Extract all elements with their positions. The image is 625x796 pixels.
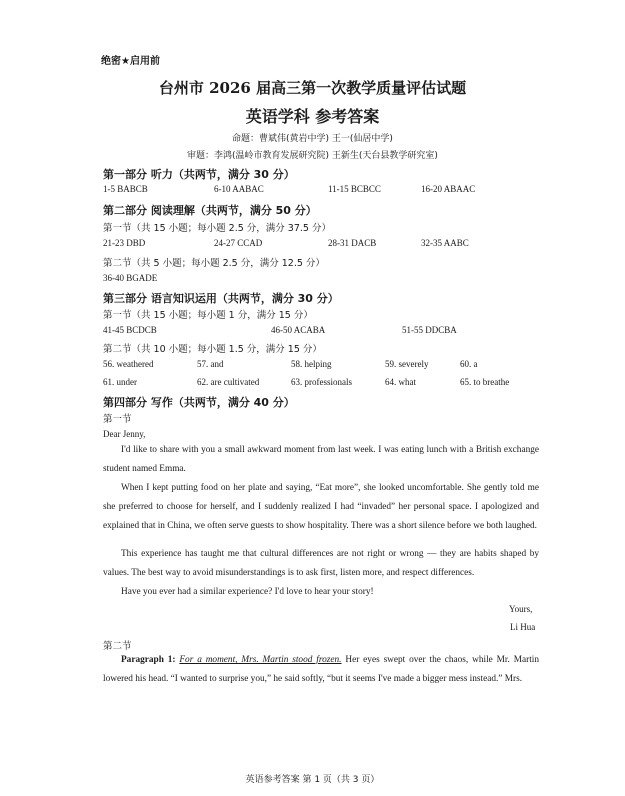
answer-group: 46-50 ACABA (271, 325, 326, 335)
part4-section1-heading: 第一节 (103, 414, 132, 425)
continuation-text: Her eyes swept over the chaos, while Mr. Martin lowered his head. “I wanted to surprise you,” he said softly, “but it seems I've made a bigger mess instead.” Mrs. (103, 655, 540, 685)
part3-heading: 第三部分 语言知识运用（共两节，满分 30 分） (103, 292, 339, 305)
part1-heading: 第一部分 听力（共两节，满分 30 分） (103, 168, 295, 181)
proposition-credit: 命题：曹斌伟(黄岩中学) 王一(仙居中学) (232, 134, 393, 144)
exam-title: 台州市 2026 届高三第一次教学质量评估试题 (158, 79, 467, 97)
letter-closing: Yours, (509, 604, 533, 614)
answer-group: 51-55 DDCBA (402, 325, 457, 335)
answer-group: 32-35 AABC (421, 238, 469, 248)
part4-heading: 第四部分 写作（共两节，满分 40 分） (103, 396, 295, 409)
answer-group: 28-31 DACB (328, 238, 377, 248)
answer-group: 6-10 AABAC (214, 184, 264, 194)
given-sentence: For a moment, Mrs. Martin stood frozen. (179, 655, 342, 665)
answer-group: 1-5 BABCB (103, 184, 148, 194)
part3-section2-heading: 第二节（共 10 小题；每小题 1.5 分，满分 15 分） (103, 344, 322, 355)
page-footer: 英语参考答案 第 1 页（共 3 页） (245, 775, 380, 785)
confidential-mark: 绝密★启用前 (101, 56, 160, 67)
letter-paragraph: I'd like to share with you a small awkward moment from last week. I was eating lunch with a British exchange student named Emma. (103, 445, 539, 475)
answer-group: 11-15 BCBCC (328, 184, 381, 194)
blank-answer: 63. professionals (291, 377, 352, 387)
answer-group: 41-45 BCDCB (103, 325, 157, 335)
subject-title: 英语学科 参考答案 (245, 107, 380, 126)
letter-signature: Li Hua (510, 622, 536, 632)
answer-group: 21-23 DBD (103, 238, 146, 248)
blank-answer: 59. severely (385, 359, 429, 369)
blank-answer: 57. and (197, 359, 224, 369)
paragraph-label: Paragraph 1: (121, 655, 176, 665)
blank-answer: 60. a (460, 359, 478, 369)
letter-paragraph: Have you ever had a similar experience? I'd love to hear your story! (121, 587, 374, 597)
letter-greeting: Dear Jenny, (103, 429, 146, 439)
letter-paragraph: This experience has taught me that cultural differences are not right or wrong — they are habits shaped by values. The best way to avoid misunderstandings is to ask first, listen more, and respect differences. (103, 549, 539, 579)
part3-section1-heading: 第一节（共 15 小题；每小题 1 分，满分 15 分） (103, 310, 313, 321)
blank-answer: 58. helping (291, 359, 332, 369)
blank-answer: 56. weathered (103, 359, 154, 369)
review-credit: 审题：李鸿(温岭市教育发展研究院) 王新生(天台县教学研究室) (187, 151, 438, 161)
blank-answer: 65. to breathe (460, 377, 510, 387)
blank-answer: 61. under (103, 377, 137, 387)
part2-heading: 第二部分 阅读理解（共两节，满分 50 分） (103, 204, 317, 217)
part2-section2-heading: 第二节（共 5 小题；每小题 2.5 分，满分 12.5 分） (103, 258, 325, 269)
blank-answer: 64. what (385, 377, 416, 387)
answer-group: 36-40 BGADE (103, 273, 158, 283)
part4-section2-heading: 第二节 (103, 641, 132, 652)
part2-section1-heading: 第一节（共 15 小题；每小题 2.5 分，满分 37.5 分） (103, 223, 331, 234)
answer-group: 24-27 CCAD (214, 238, 263, 248)
answer-group: 16-20 ABAAC (421, 184, 476, 194)
letter-paragraph: When I kept putting food on her plate and saying, “Eat more”, she looked uncomfortable. She gently told me she preferred to choose for herself, and I suddenly realized I had “invaded” her personal space. I apologized and explained that in China, we often serve guests to show hospitality. There was a short silence before we both laughed. (103, 483, 539, 532)
continuation-paragraph (103, 651, 539, 689)
blank-answer: 62. are cultivated (197, 377, 260, 387)
